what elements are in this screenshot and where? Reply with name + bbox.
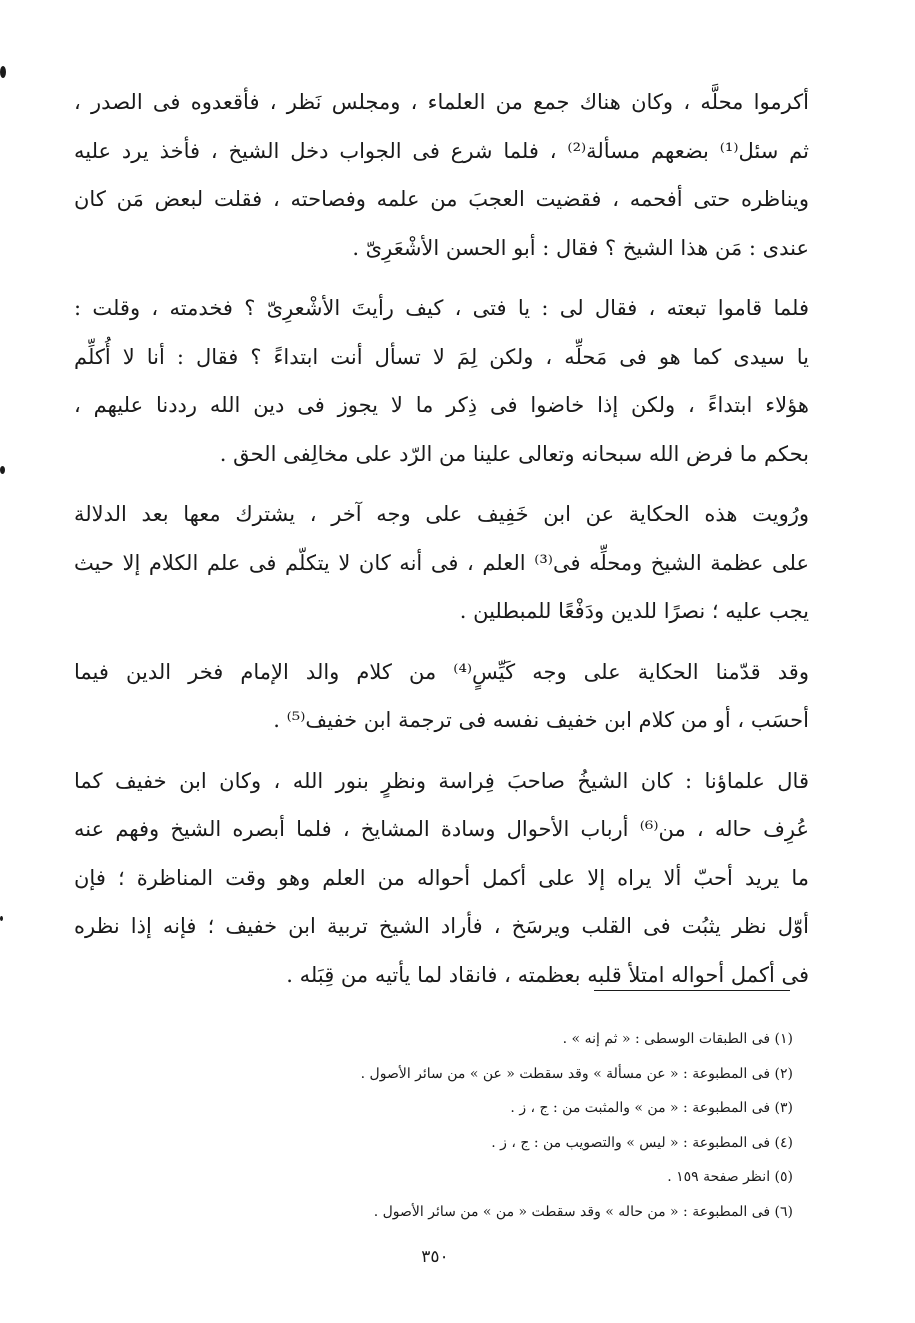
text-line: فلما قاموا تبعته ، فقال لى : يا فتى ، كيف رأيتَ الأشْعرِىّ ؟ فخدمته ، وقلت : — [74, 296, 809, 320]
paragraph-4 — [74, 648, 809, 745]
footnote-2: (٢) فى المطبوعة : « عن مسألة » وقد سقطت « عن » من سائر الأصول . — [360, 1065, 793, 1082]
text-line: فى أكمل أحواله امتلأ قلبه بعظمته ، فانقاد لما يأتيه من قِبَله . — [286, 962, 809, 987]
footnote-3: (٣) فى المطبوعة : « من » والمثبت من : ج ، ز . — [510, 1100, 793, 1116]
text-line: ثم سئل⁽¹⁾ بضعهم مسألة⁽²⁾ ، فلما شرع فى الجواب دخل الشيخ ، فأخذ يرد عليه — [74, 138, 809, 163]
text-line: ورُويت هذه الحكاية عن ابن خَفِيف على وجه آخر ، يشترك معها بعد الدلالة — [74, 502, 809, 526]
text-line: وقد قدّمنا الحكاية على وجه كَيِّسٍ⁽⁴⁾ من كلام والد الإمام فخر الدين فيما — [74, 659, 809, 684]
text-line: على عظمة الشيخ ومحلِّه فى⁽³⁾ العلم ، فى أنه كان لا يتكلّم فى علم الكلام إلا حيث — [74, 550, 809, 575]
footnote-separator — [594, 990, 790, 991]
text-line: يجب عليه ؛ نصرًا للدين ودَفْعًا للمبطلين . — [459, 599, 809, 623]
text-line: عندى : مَن هذا الشيخ ؟ فقال : أبو الحسن الأشْعَرِىّ . — [352, 235, 809, 260]
page-number: ٣٥٠ — [421, 1247, 449, 1267]
text-line: قال علماؤنا : كان الشيخُ صاحبَ فِراسة ونظرٍ بنور الله ، وكان ابن خفيف كما — [74, 768, 809, 793]
footnote-4: (٤) فى المطبوعة : « ليس » والتصويب من : ج ، ز . — [491, 1134, 793, 1151]
text-line: أحسَب ، أو من كلام ابن خفيف نفسه فى ترجمة ابن خفيف⁽⁵⁾ . — [273, 708, 809, 732]
paragraph-2 — [74, 284, 809, 478]
text-line: هؤلاء ابتداءً ، ولكن إذا خاضوا فى ذِكر ما لا يجوز فى دين الله رددنا عليهم ، — [74, 393, 809, 417]
text-line: أكرموا محلَّه ، وكان هناك جمع من العلماء ، ومجلس نَظر ، فأقعدوه فى الصدر ، — [74, 90, 809, 114]
footnote-5: (٥) انظر صفحة ١٥٩ . — [667, 1169, 793, 1185]
scan-mark-top — [0, 66, 6, 78]
text-line: يا سيدى كما هو فى مَحلِّه ، ولكن لِمَ لا تسأل أنت ابتداءً ؟ فقال : أنا لا أُكلِّم — [74, 344, 809, 369]
text-line: ويناظره حتى أفحمه ، فقضيت العجبَ من علمه وفصاحته ، فقلت لبعض مَن كان — [74, 187, 809, 211]
paragraph-3 — [74, 490, 809, 636]
paragraph-5 — [74, 757, 809, 1000]
text-line: أوّل نظر يثبُت فى القلب ويرسَخ ، فأراد الشيخ تربية ابن خفيف ؛ فإنه إذا نظره — [74, 914, 809, 938]
paragraph-1 — [74, 78, 809, 272]
scan-mark-middle — [0, 466, 5, 474]
footnote-1: (١) فى الطبقات الوسطى : « ثم إنه » . — [562, 1031, 793, 1047]
text-line: عُرِف حاله ، من⁽⁶⁾ أرباب الأحوال وسادة المشايخ ، فلما أبصره الشيخ وفهم عنه — [74, 817, 810, 841]
footnotes — [233, 1022, 793, 1229]
footnote-6: (٦) فى المطبوعة : « من حاله » وقد سقطت « من » من سائر الأصول . — [373, 1203, 793, 1220]
text-line: بحكم ما فرض الله سبحانه وتعالى علينا من الرّد على مخالِفى الحق . — [219, 441, 809, 466]
scan-mark-lower — [0, 916, 3, 921]
text-line: ما يريد أحبّ ألا يراه إلا على أكمل أحواله من العلم وهو وقت المناظرة ؛ فإن — [74, 865, 809, 890]
main-text — [74, 78, 809, 999]
